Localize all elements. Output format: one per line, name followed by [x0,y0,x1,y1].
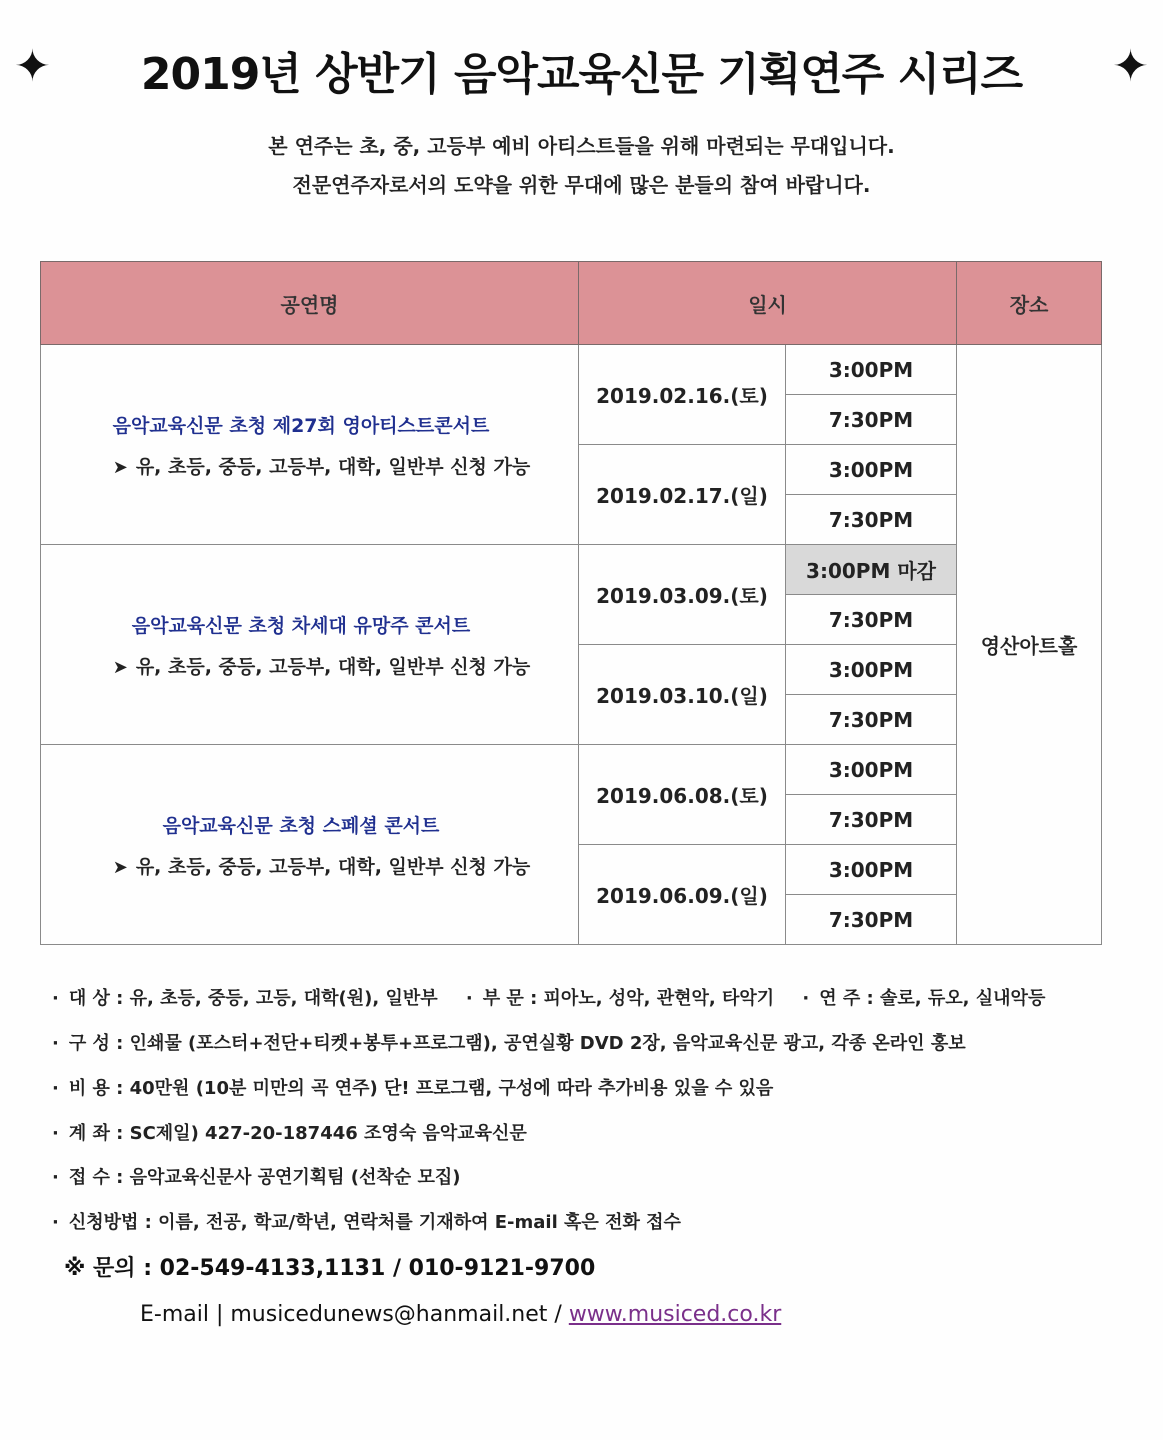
table-row [41,745,1102,795]
header-datetime: 일시 [579,262,957,345]
date-cell: 2019.06.09.(일) [579,845,786,945]
intro-line-2: 전문연주자로서의 도약을 위한 무대에 많은 분들의 참여 바랍니다. [292,173,871,197]
performance-note: ➤ 유, 초등, 중등, 고등부, 대학, 일반부 신청 가능 [112,655,531,678]
time-cell: 7:30PM [786,795,957,845]
info-line-account: · 계 좌 : SC제일) 427-20-187446 조영숙 음악교육신문 [52,1123,527,1144]
star-right-icon: ✦ [1112,41,1149,92]
website-link[interactable]: www.musiced.co.kr [568,1302,782,1327]
header-performance-name: 공연명 [41,262,579,345]
contact-phone: ※ 문의 : 02-549-4133,1131 / 010-9121-9700 [64,1256,596,1281]
arrow-icon: ➤ [112,456,128,478]
time-cell: 7:30PM [786,895,957,945]
time-cell: 3:00PM [786,845,957,895]
performance-cell [41,345,579,545]
arrow-icon: ➤ [112,656,128,678]
time-cell: 3:00PM [786,745,957,795]
date-cell: 2019.02.17.(일) [579,445,786,545]
info-performance: 연 주 : 솔로, 듀오, 실내악등 [819,988,1046,1009]
performance-note: ➤ 유, 초등, 중등, 고등부, 대학, 일반부 신청 가능 [112,455,531,478]
info-division: 부 문 : 피아노, 성악, 관현악, 타악기 [482,988,775,1009]
date-cell: 2019.02.16.(토) [579,345,786,445]
time-cell: 7:30PM [786,595,957,645]
contact-email-row [140,1302,781,1327]
header-venue: 장소 [957,262,1102,345]
header [0,28,1163,106]
schedule-table [40,261,1102,945]
date-cell: 2019.03.09.(토) [579,545,786,645]
arrow-icon: ➤ [112,856,128,878]
intro-line-1: 본 연주는 초, 중, 고등부 예비 아티스트들을 위해 마련되는 무대입니다. [268,134,895,158]
email-text[interactable]: E-mail | musicedunews@hanmail.net / [140,1302,562,1327]
table-header-row [41,262,1102,345]
info-line-target: · 대 상 : 유, 초등, 중등, 고등, 대학(원), 일반부 · 부 문 : 피아노, 성악, 관현악, 타악기 · 연 주 : 솔로, 듀오, 실내악등 [52,988,1046,1009]
performance-title: 음악교육신문 초청 스페셜 콘서트 [162,814,440,837]
page-title: 2019년 상반기 음악교육신문 기획연주 시리즈 [140,49,1023,100]
info-line-reception: · 접 수 : 음악교육신문사 공연기획팀 (선착순 모집) [52,1167,461,1188]
time-cell-closed: 3:00PM 마감 [786,545,957,595]
performance-cell [41,545,579,745]
time-cell: 3:00PM [786,645,957,695]
performance-note: ➤ 유, 초등, 중등, 고등부, 대학, 일반부 신청 가능 [112,855,531,878]
date-cell: 2019.03.10.(일) [579,645,786,745]
table-row [41,545,1102,595]
date-cell: 2019.06.08.(토) [579,745,786,845]
performance-cell [41,745,579,945]
time-cell: 7:30PM [786,695,957,745]
time-cell: 7:30PM [786,495,957,545]
time-cell: 7:30PM [786,395,957,445]
star-left-icon: ✦ [14,41,51,92]
venue-cell: 영산아트홀 [957,345,1102,945]
time-cell: 3:00PM [786,345,957,395]
table-row [41,345,1102,395]
time-cell: 3:00PM [786,445,957,495]
performance-title: 음악교육신문 초청 차세대 유망주 콘서트 [131,614,471,637]
info-target: 대 상 : 유, 초등, 중등, 고등, 대학(원), 일반부 [68,988,438,1009]
info-line-apply: · 신청방법 : 이름, 전공, 학교/학년, 연락처를 기재하여 E-mail 혹은 전화 접수 [52,1212,681,1233]
performance-title: 음악교육신문 초청 제27회 영아티스트콘서트 [112,414,490,437]
info-line-cost: · 비 용 : 40만원 (10분 미만의 곡 연주) 단! 프로그램, 구성에 따라 추가비용 있을 수 있음 [52,1078,774,1099]
info-line-composition: · 구 성 : 인쇄물 (포스터+전단+티켓+봉투+프로그램), 공연실황 DVD 2장, 음악교육신문 광고, 각종 온라인 홍보 [52,1033,966,1054]
